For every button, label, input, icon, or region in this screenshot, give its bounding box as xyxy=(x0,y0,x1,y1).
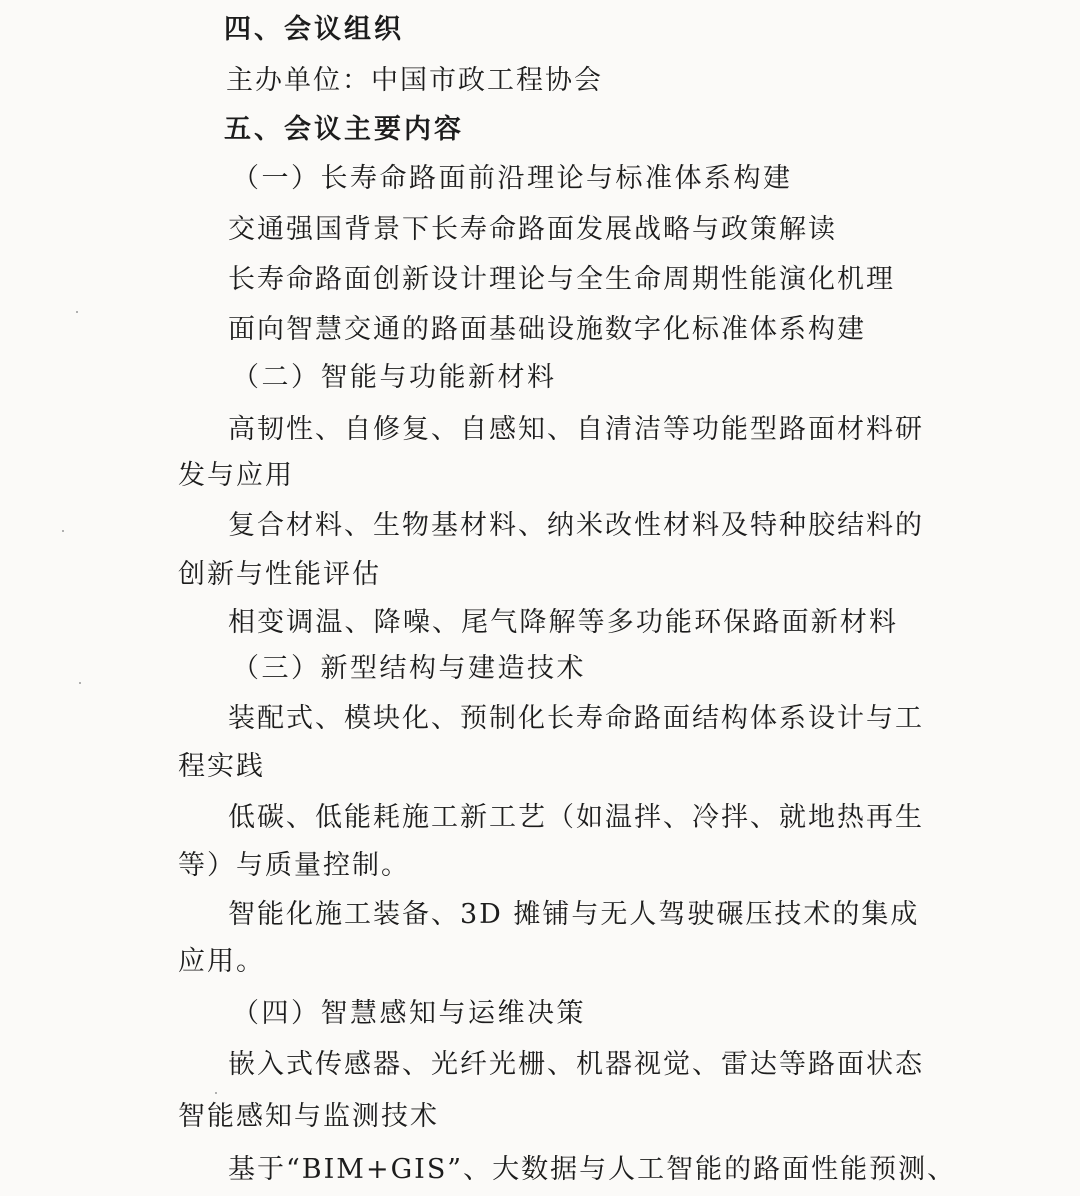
topic-1-item-2: 长寿命路面创新设计理论与全生命周期性能演化机理 xyxy=(228,264,895,295)
topic-3-item-3-line-1: 智能化施工装备、3D 摊铺与无人驾驶碾压技术的集成 xyxy=(228,899,920,930)
topic-2-item-3: 相变调温、降噪、尾气降解等多功能环保路面新材料 xyxy=(228,607,898,638)
section-5-heading: 五、会议主要内容 xyxy=(224,114,464,145)
topic-3-title: （三）新型结构与建造技术 xyxy=(232,653,586,684)
topic-1-item-1: 交通强国背景下长寿命路面发展战略与政策解读 xyxy=(228,214,837,245)
organizer-line: 主办单位：中国市政工程协会 xyxy=(226,65,603,96)
topic-3-item-3-line-2: 应用。 xyxy=(178,946,265,977)
topic-4-item-1-line-2: 智能感知与监测技术 xyxy=(178,1101,439,1132)
topic-4-item-1-line-1: 嵌入式传感器、光纤光栅、机器视觉、雷达等路面状态 xyxy=(228,1049,924,1080)
topic-2-item-1-line-2: 发与应用 xyxy=(178,460,294,491)
topic-3-item-1-line-2: 程实践 xyxy=(178,751,265,782)
topic-4-title: （四）智慧感知与运维决策 xyxy=(232,998,586,1029)
topic-2-title: （二）智能与功能新材料 xyxy=(232,362,557,393)
scan-speck xyxy=(76,311,78,313)
topic-3-item-2-line-1: 低碳、低能耗施工新工艺（如温拌、冷拌、就地热再生 xyxy=(228,802,924,833)
topic-1-item-3: 面向智慧交通的路面基础设施数字化标准体系构建 xyxy=(228,314,866,345)
topic-1-title: （一）长寿命路面前沿理论与标准体系构建 xyxy=(232,163,793,194)
section-4-heading: 四、会议组织 xyxy=(224,14,404,45)
topic-2-item-1-line-1: 高韧性、自修复、自感知、自清洁等功能型路面材料研 xyxy=(228,414,924,445)
topic-2-item-2-line-1: 复合材料、生物基材料、纳米改性材料及特种胶结料的 xyxy=(228,510,924,541)
topic-2-item-2-line-2: 创新与性能评估 xyxy=(178,559,381,590)
scan-speck xyxy=(79,682,81,684)
scan-speck xyxy=(215,1092,217,1094)
scan-speck xyxy=(62,530,64,532)
topic-4-item-2-line-1: 基于“BIM+GIS”、大数据与人工智能的路面性能预测、 xyxy=(228,1154,957,1185)
topic-3-item-1-line-1: 装配式、模块化、预制化长寿命路面结构体系设计与工 xyxy=(228,703,924,734)
topic-3-item-2-line-2: 等）与质量控制。 xyxy=(178,850,410,881)
